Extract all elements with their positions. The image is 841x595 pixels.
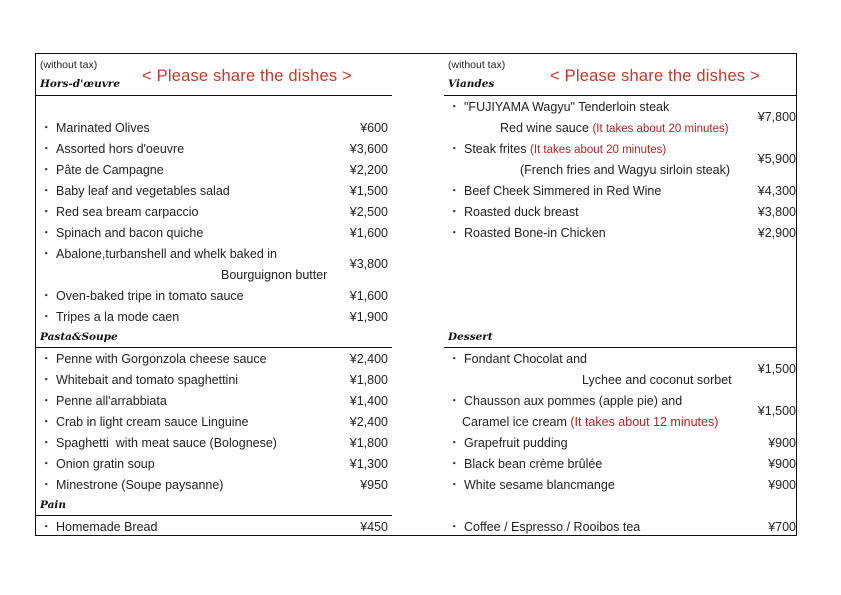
divider <box>444 95 796 96</box>
bullet: ・ <box>448 520 461 534</box>
bullet: ・ <box>448 352 461 366</box>
cooking-time-note: (It takes about 20 minutes) <box>530 144 667 156</box>
item-name: Penne all'arrabbiata <box>56 394 167 408</box>
bullet: ・ <box>448 142 461 156</box>
bullet: ・ <box>40 394 53 408</box>
bullet: ・ <box>40 310 53 324</box>
item-name: Red sea bream carpaccio <box>56 205 199 219</box>
item-price: ¥2,200 <box>349 163 388 177</box>
bullet: ・ <box>40 352 53 366</box>
bullet: ・ <box>40 247 53 261</box>
bullet: ・ <box>448 100 461 114</box>
item-price: ¥2,400 <box>349 415 388 429</box>
section-title-pasta-soupe: Pasta&Soupe <box>40 331 118 343</box>
item-price: ¥3,800 <box>757 205 796 219</box>
item-price: ¥450 <box>360 520 388 534</box>
bullet: ・ <box>40 415 53 429</box>
bullet: ・ <box>40 121 53 135</box>
item-price: ¥1,600 <box>349 289 388 303</box>
item-name: Grapefruit pudding <box>464 436 568 450</box>
item-name: "FUJIYAMA Wagyu" Tenderloin steak <box>464 100 670 114</box>
item-price: ¥2,400 <box>349 352 388 366</box>
item-name: Abalone,turbanshell and whelk baked in <box>56 247 277 261</box>
bullet: ・ <box>40 226 53 240</box>
item-price: ¥3,800 <box>349 257 388 271</box>
item-name: Spaghetti with meat sauce (Bolognese) <box>56 436 277 450</box>
bullet: ・ <box>40 163 53 177</box>
item-price: ¥1,400 <box>349 394 388 408</box>
bullet: ・ <box>40 373 53 387</box>
tax-note: (without tax) <box>448 59 506 71</box>
item-price: ¥2,900 <box>757 226 796 240</box>
bullet: ・ <box>40 289 53 303</box>
item-price: ¥900 <box>768 436 796 450</box>
bullet: ・ <box>40 520 53 534</box>
item-name: Baby leaf and vegetables salad <box>56 184 230 198</box>
section-title-viandes: Viandes <box>448 78 495 90</box>
item-name-line2: Caramel ice cream (It takes about 12 minutes) <box>462 415 719 429</box>
bullet: ・ <box>40 478 53 492</box>
item-name: Crab in light cream sauce Linguine <box>56 415 249 429</box>
bullet: ・ <box>448 394 461 408</box>
bullet: ・ <box>448 226 461 240</box>
share-notice: < Please share the dishes > <box>550 67 760 85</box>
menu-frame <box>35 53 797 536</box>
cooking-time-note: (It takes about 12 minutes) <box>570 415 719 429</box>
item-price: ¥4,300 <box>757 184 796 198</box>
item-name: Oven-baked tripe in tomato sauce <box>56 289 244 303</box>
bullet: ・ <box>40 436 53 450</box>
item-name: Black bean crème brûlée <box>464 457 603 471</box>
item-price: ¥1,800 <box>349 373 388 387</box>
bullet: ・ <box>448 478 461 492</box>
item-name: Roasted duck breast <box>464 205 579 219</box>
item-price: ¥900 <box>768 457 796 471</box>
section-title-hors-doeuvre: Hors-d'œuvre <box>40 78 121 90</box>
item-name: Coffee / Espresso / Rooibos tea <box>464 520 641 534</box>
bullet: ・ <box>448 457 461 471</box>
tax-note: (without tax) <box>40 59 98 71</box>
section-title-pain: Pain <box>40 499 67 511</box>
bullet: ・ <box>448 436 461 450</box>
item-name: White sesame blancmange <box>464 478 615 492</box>
item-price: ¥1,500 <box>349 184 388 198</box>
item-name: Chausson aux pommes (apple pie) and <box>464 394 683 408</box>
item-price: ¥1,600 <box>349 226 388 240</box>
item-price: ¥1,500 <box>757 404 796 418</box>
item-name: Minestrone (Soupe paysanne) <box>56 478 224 492</box>
item-name: Spinach and bacon quiche <box>56 226 204 240</box>
share-notice: < Please share the dishes > <box>142 67 352 85</box>
item-price: ¥1,800 <box>349 436 388 450</box>
divider <box>444 347 796 348</box>
item-name: Tripes a la mode caen <box>56 310 180 324</box>
divider <box>36 95 392 96</box>
item-name: Beef Cheek Simmered in Red Wine <box>464 184 662 198</box>
cooking-time-note: (It takes about 20 minutes) <box>592 123 729 135</box>
item-name: Penne with Gorgonzola cheese sauce <box>56 352 267 366</box>
item-price: ¥600 <box>360 121 388 135</box>
item-name: Roasted Bone-in Chicken <box>464 226 606 240</box>
item-price: ¥1,500 <box>757 362 796 376</box>
bullet: ・ <box>40 142 53 156</box>
item-price: ¥700 <box>768 520 796 534</box>
item-name-line2: (French fries and Wagyu sirloin steak) <box>520 163 731 177</box>
item-name: Assorted hors d'oeuvre <box>56 142 185 156</box>
item-name: Fondant Chocolat and <box>464 352 588 366</box>
item-name: Whitebait and tomato spaghettini <box>56 373 239 387</box>
section-title-dessert: Dessert <box>448 331 493 343</box>
item-name-line2: Lychee and coconut sorbet <box>582 373 732 387</box>
item-price: ¥950 <box>360 478 388 492</box>
item-price: ¥7,800 <box>757 110 796 124</box>
item-name: Steak frites (It takes about 20 minutes) <box>464 142 667 156</box>
bullet: ・ <box>448 205 461 219</box>
item-price: ¥2,500 <box>349 205 388 219</box>
item-price: ¥900 <box>768 478 796 492</box>
divider <box>36 515 392 516</box>
item-price: ¥1,900 <box>349 310 388 324</box>
item-name: Pâte de Campagne <box>56 163 164 177</box>
item-price: ¥1,300 <box>349 457 388 471</box>
item-name: Onion gratin soup <box>56 457 155 471</box>
bullet: ・ <box>40 205 53 219</box>
bullet: ・ <box>448 184 461 198</box>
item-name: Marinated Olives <box>56 121 150 135</box>
item-price: ¥5,900 <box>757 152 796 166</box>
item-name: Homemade Bread <box>56 520 158 534</box>
item-name-line2: Bourguignon butter <box>221 268 328 282</box>
bullet: ・ <box>40 457 53 471</box>
divider <box>36 347 392 348</box>
item-price: ¥3,600 <box>349 142 388 156</box>
item-name-line2: Red wine sauce (It takes about 20 minutes) <box>500 121 729 135</box>
bullet: ・ <box>40 184 53 198</box>
